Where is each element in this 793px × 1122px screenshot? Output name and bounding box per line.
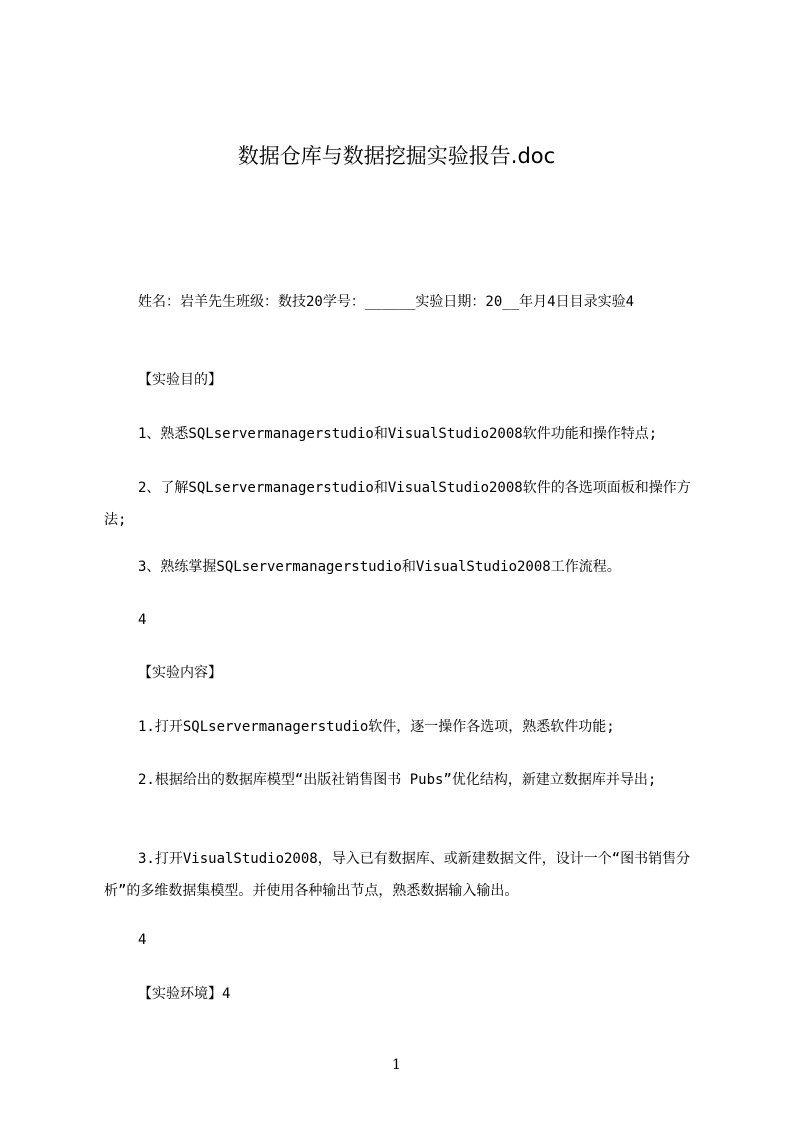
section-heading-content: 【实验内容】 xyxy=(138,665,222,681)
section-heading-environment: 【实验环境】4 xyxy=(138,986,231,1002)
page-number: 1 xyxy=(392,1057,401,1073)
section-heading-purpose: 【实验目的】 xyxy=(138,372,222,388)
page-ref-2: 4 xyxy=(138,932,147,948)
purpose-item-2: 2、了解SQLservermanagerstudio和VisualStudio2008软件的各选项面板和操作方法; xyxy=(104,480,691,528)
page-ref-1: 4 xyxy=(138,612,147,628)
purpose-item-3: 3、熟练掌握SQLservermanagerstudio和VisualStudio2008工作流程。 xyxy=(138,559,621,575)
document-title: 数据仓库与数据挖掘实验报告.doc xyxy=(237,144,556,168)
content-item-3: 3.打开VisualStudio2008，导入已有数据库、或新建数据文件，设计一个“图书销售分析”的多维数据集模型。并使用各种输出节点，熟悉数据输入输出。 xyxy=(104,851,691,899)
purpose-item-1: 1、熟悉SQLservermanagerstudio和VisualStudio2008软件功能和操作特点; xyxy=(138,426,658,442)
content-item-1: 1.打开SQLservermanagerstudio软件，逐一操作各选项，熟悉软件功能; xyxy=(138,719,615,735)
student-info-paragraph: 姓名：岩羊先生班级：数技20学号：______实验日期：20__年月4日目录实验4 xyxy=(138,294,635,310)
content-item-2: 2.根据给出的数据库模型“出版社销售图书 Pubs”优化结构，新建立数据库并导出; xyxy=(138,772,657,788)
